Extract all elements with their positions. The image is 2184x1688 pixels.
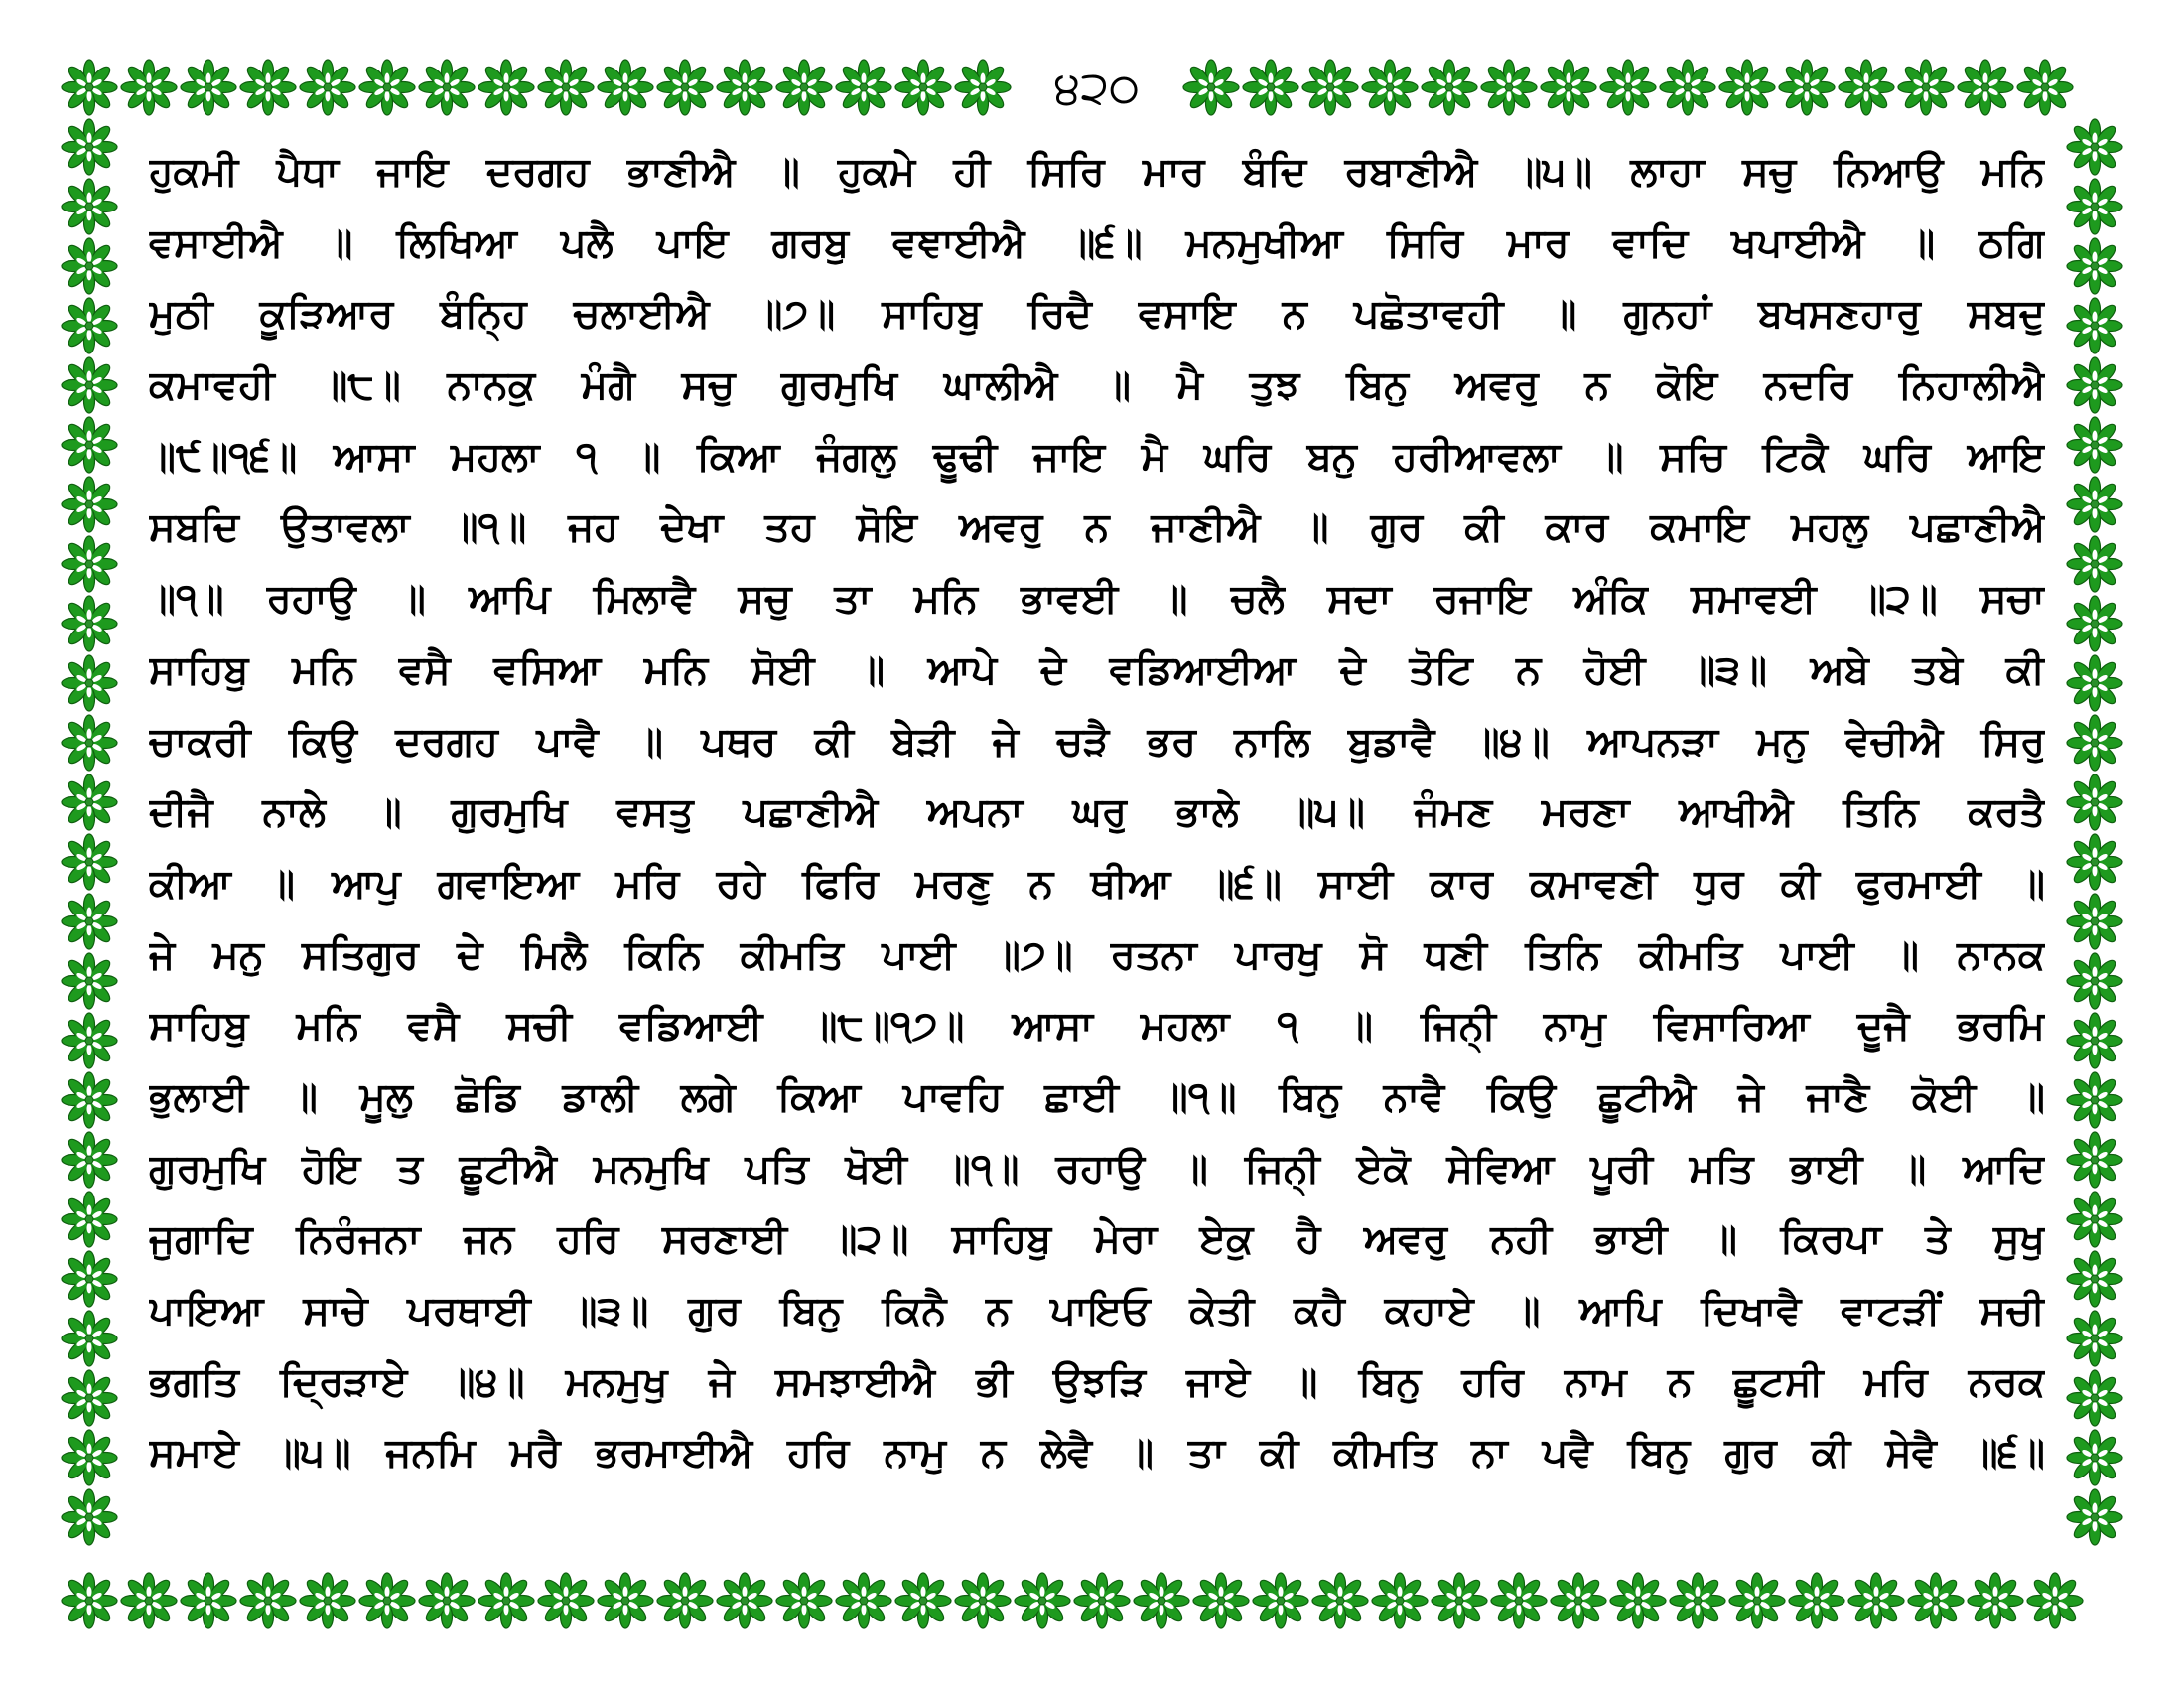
flower-icon: [357, 1571, 417, 1630]
flower-icon: [953, 1571, 1013, 1630]
text-line-10: ਦੀਜੈ ਨਾਲੇ ॥ ਗੁਰਮੁਖਿ ਵਸਤੁ ਪਛਾਣੀਐ ਅਪਨਾ ਘਰੁ ਭਾਲੇ ॥੫॥ ਜੰਮਣ ਮਰਣਾ ਆਖੀਐ ਤਿਨਿ ਕਰਤੈ: [149, 789, 2045, 836]
flower-icon: [2065, 832, 2124, 892]
flower-icon: [1360, 58, 1420, 117]
flower-icon: [60, 1571, 119, 1630]
flower-icon: [1906, 1571, 1966, 1630]
flower-icon: [60, 58, 119, 117]
flower-icon: [1846, 1571, 1906, 1630]
flower-icon: [1668, 1571, 1727, 1630]
flower-icon: [1787, 1571, 1846, 1630]
border-left: [60, 117, 119, 1571]
flower-icon: [1549, 1571, 1608, 1630]
flower-icon: [953, 58, 1013, 117]
flower-icon: [60, 713, 119, 773]
flower-icon: [417, 1571, 477, 1630]
page-number: ੪੨੦: [1053, 61, 1141, 114]
flower-icon: [1191, 1571, 1251, 1630]
flower-icon: [1420, 58, 1479, 117]
flower-icon: [60, 117, 119, 177]
flower-icon: [60, 1070, 119, 1130]
flower-icon: [1132, 1571, 1191, 1630]
flower-icon: [2065, 1011, 2124, 1070]
flower-icon: [60, 773, 119, 832]
flower-icon: [2065, 1190, 2124, 1249]
border-top-right: [1181, 58, 2124, 117]
flower-icon: [60, 415, 119, 475]
text-line-1: ਹੁਕਮੀ ਪੈਧਾ ਜਾਇ ਦਰਗਹ ਭਾਣੀਐ ॥ ਹੁਕਮੇ ਹੀ ਸਿਰਿ ਮਾਰ ਬੰਦਿ ਰਬਾਣੀਐ ॥੫॥ ਲਾਹਾ ਸਚੁ ਨਿਆਉ ਮਨਿ: [149, 149, 2045, 195]
flower-icon: [60, 1249, 119, 1309]
flower-icon: [60, 1130, 119, 1190]
flower-icon: [179, 1571, 238, 1630]
border-bottom: [60, 1571, 2124, 1630]
flower-icon: [2065, 236, 2124, 296]
flower-icon: [357, 58, 417, 117]
text-line-18: ਭਗਤਿ ਦ੍ਰਿੜਾਏ ॥੪॥ ਮਨਮੁਖੁ ਜੇ ਸਮਝਾਈਐ ਭੀ ਉਝੜਿ ਜਾਏ ॥ ਬਿਨੁ ਹਰਿ ਨਾਮ ਨ ਛੂਟਸੀ ਮਰਿ ਨਰਕ: [149, 1358, 2045, 1405]
flower-icon: [2065, 1368, 2124, 1428]
flower-icon: [2065, 1130, 2124, 1190]
text-line-11: ਕੀਆ ॥ ਆਪੁ ਗਵਾਇਆ ਮਰਿ ਰਹੇ ਫਿਰਿ ਮਰਣੁ ਨ ਥੀਆ ॥੬॥ ਸਾਈ ਕਾਰ ਕਮਾਵਣੀ ਧੁਰ ਕੀ ਫੁਰਮਾਈ ॥: [149, 860, 2045, 907]
flower-icon: [60, 892, 119, 951]
flower-icon: [1956, 58, 2015, 117]
flower-icon: [2065, 1309, 2124, 1368]
text-line-8: ਸਾਹਿਬੁ ਮਨਿ ਵਸੈ ਵਸਿਆ ਮਨਿ ਸੋਈ ॥ ਆਪੇ ਦੇ ਵਡਿਆਈਆ ਦੇ ਤੋਟਿ ਨ ਹੋਈ ॥੩॥ ਅਬੇ ਤਬੇ ਕੀ: [149, 646, 2045, 693]
flower-icon: [60, 653, 119, 713]
text-line-4: ਕਮਾਵਹੀ ॥੮॥ ਨਾਨਕੁ ਮੰਗੈ ਸਚੁ ਗੁਰਮੁਖਿ ਘਾਲੀਐ ॥ ਮੈ ਤੁਝ ਬਿਨੁ ਅਵਰੁ ਨ ਕੋਇ ਨਦਰਿ ਨਿਹਾਲੀਐ: [149, 362, 2045, 409]
text-line-13: ਸਾਹਿਬੁ ਮਨਿ ਵਸੈ ਸਚੀ ਵਡਿਆਈ ॥੮॥੧੭॥ ਆਸਾ ਮਹਲਾ ੧ ॥ ਜਿਨੀ੍ ਨਾਮੁ ਵਿਸਾਰਿਆ ਦੂਜੈ ਭਰਮਿ: [149, 1003, 2045, 1050]
flower-icon: [2065, 1428, 2124, 1487]
text-line-16: ਜੁਗਾਦਿ ਨਿਰੰਜਨਾ ਜਨ ਹਰਿ ਸਰਣਾਈ ॥੨॥ ਸਾਹਿਬੁ ਮੇਰਾ ਏਕੁ ਹੈ ਅਵਰੁ ਨਹੀ ਭਾਈ ॥ ਕਿਰਪਾ ਤੇ ਸੁਖੁ: [149, 1216, 2045, 1263]
flower-icon: [596, 1571, 655, 1630]
flower-icon: [238, 58, 298, 117]
text-line-2: ਵਸਾਈਐ ॥ ਲਿਖਿਆ ਪਲੈ ਪਾਇ ਗਰਬੁ ਵਞਾਈਐ ॥੬॥ ਮਨਮੁਖੀਆ ਸਿਰਿ ਮਾਰ ਵਾਦਿ ਖਪਾਈਐ ॥ ਠਗਿ: [149, 219, 2045, 266]
text-line-9: ਚਾਕਰੀ ਕਿਉ ਦਰਗਹ ਪਾਵੈ ॥ ਪਥਰ ਕੀ ਬੇੜੀ ਜੇ ਚੜੈ ਭਰ ਨਾਲਿ ਬੁਡਾਵੈ ॥੪॥ ਆਪਨੜਾ ਮਨੁ ਵੇਚੀਐ ਸਿਰੁ: [149, 718, 2045, 765]
flower-icon: [893, 1571, 953, 1630]
flower-icon: [60, 832, 119, 892]
flower-icon: [1072, 1571, 1132, 1630]
flower-icon: [2065, 1070, 2124, 1130]
flower-icon: [1013, 1571, 1072, 1630]
flower-icon: [2065, 117, 2124, 177]
flower-icon: [715, 1571, 774, 1630]
flower-icon: [477, 1571, 536, 1630]
flower-icon: [1310, 1571, 1370, 1630]
flower-icon: [2065, 415, 2124, 475]
flower-icon: [2065, 534, 2124, 594]
flower-icon: [1658, 58, 1717, 117]
flower-icon: [1598, 58, 1658, 117]
flower-icon: [655, 58, 715, 117]
flower-icon: [60, 534, 119, 594]
flower-icon: [596, 58, 655, 117]
flower-icon: [2065, 296, 2124, 355]
flower-icon: [2065, 713, 2124, 773]
flower-icon: [298, 58, 357, 117]
text-line-19: ਸਮਾਏ ॥੫॥ ਜਨਮਿ ਮਰੈ ਭਰਮਾਈਐ ਹਰਿ ਨਾਮੁ ਨ ਲੇਵੈ ॥ ਤਾ ਕੀ ਕੀਮਤਿ ਨਾ ਪਵੈ ਬਿਨੁ ਗੁਰ ਕੀ ਸੇਵੈ ॥੬॥: [149, 1430, 2045, 1477]
flower-icon: [2065, 475, 2124, 534]
flower-icon: [298, 1571, 357, 1630]
flower-icon: [2025, 1571, 2085, 1630]
flower-icon: [2065, 951, 2124, 1011]
flower-icon: [60, 296, 119, 355]
flower-icon: [60, 177, 119, 236]
flower-icon: [477, 58, 536, 117]
flower-icon: [60, 236, 119, 296]
flower-icon: [238, 1571, 298, 1630]
flower-icon: [2015, 58, 2075, 117]
flower-icon: [2065, 892, 2124, 951]
flower-icon: [1896, 58, 1956, 117]
flower-icon: [2065, 773, 2124, 832]
flower-icon: [60, 1368, 119, 1428]
text-line-7: ॥੧॥ ਰਹਾਉ ॥ ਆਪਿ ਮਿਲਾਵੈ ਸਚੁ ਤਾ ਮਨਿ ਭਾਵਈ ॥ ਚਲੈ ਸਦਾ ਰਜਾਇ ਅੰਕਿ ਸਮਾਵਈ ॥੨॥ ਸਚਾ: [149, 576, 2045, 623]
flower-icon: [1608, 1571, 1668, 1630]
flower-icon: [1181, 58, 1241, 117]
flower-icon: [2065, 653, 2124, 713]
text-line-3: ਮੁਠੀ ਕੂੜਿਆਰ ਬੰਨ੍ਹਿ ਚਲਾਈਐ ॥੭॥ ਸਾਹਿਬੁ ਰਿਦੈ ਵਸਾਇ ਨ ਪਛੋਤਾਵਹੀ ॥ ਗੁਨਹਾਂ ਬਖਸਣਹਾਰੁ ਸਬਦੁ: [149, 291, 2045, 338]
flower-icon: [60, 594, 119, 653]
flower-icon: [834, 1571, 893, 1630]
flower-icon: [893, 58, 953, 117]
flower-icon: [1489, 1571, 1549, 1630]
flower-icon: [179, 58, 238, 117]
flower-icon: [1300, 58, 1360, 117]
flower-icon: [1777, 58, 1837, 117]
flower-icon: [60, 475, 119, 534]
flower-icon: [2065, 594, 2124, 653]
flower-icon: [60, 1487, 119, 1547]
flower-icon: [1837, 58, 1896, 117]
flower-icon: [2065, 355, 2124, 415]
text-line-15: ਗੁਰਮੁਖਿ ਹੋਇ ਤ ਛੂਟੀਐ ਮਨਮੁਖਿ ਪਤਿ ਖੋਈ ॥੧॥ ਰਹਾਉ ॥ ਜਿਨੀ੍ ਏਕੋ ਸੇਵਿਆ ਪੂਰੀ ਮਤਿ ਭਾਈ ॥ ਆਦਿ: [149, 1145, 2045, 1192]
flower-icon: [536, 58, 596, 117]
flower-icon: [119, 1571, 179, 1630]
flower-icon: [536, 1571, 596, 1630]
flower-icon: [715, 58, 774, 117]
flower-icon: [1251, 1571, 1310, 1630]
flower-icon: [60, 355, 119, 415]
text-line-12: ਜੇ ਮਨੁ ਸਤਿਗੁਰ ਦੇ ਮਿਲੈ ਕਿਨਿ ਕੀਮਤਿ ਪਾਈ ॥੭॥ ਰਤਨਾ ਪਾਰਖੁ ਸੋ ਧਣੀ ਤਿਨਿ ਕੀਮਤਿ ਪਾਈ ॥ ਨਾਨਕ: [149, 931, 2045, 978]
flower-icon: [1241, 58, 1300, 117]
flower-icon: [2065, 1249, 2124, 1309]
flower-icon: [1966, 1571, 2025, 1630]
flower-icon: [1370, 1571, 1430, 1630]
text-line-14: ਭੁਲਾਈ ॥ ਮੂਲੁ ਛੋਡਿ ਡਾਲੀ ਲਗੇ ਕਿਆ ਪਾਵਹਿ ਛਾਈ ॥੧॥ ਬਿਨੁ ਨਾਵੈ ਕਿਉ ਛੂਟੀਐ ਜੇ ਜਾਣੈ ਕੋਈ ॥: [149, 1073, 2045, 1120]
flower-icon: [60, 1011, 119, 1070]
flower-icon: [1430, 1571, 1489, 1630]
flower-icon: [834, 58, 893, 117]
flower-icon: [1479, 58, 1539, 117]
flower-icon: [2065, 177, 2124, 236]
flower-icon: [1717, 58, 1777, 117]
flower-icon: [1727, 1571, 1787, 1630]
flower-icon: [60, 1190, 119, 1249]
text-line-17: ਪਾਇਆ ਸਾਚੇ ਪਰਥਾਈ ॥੩॥ ਗੁਰ ਬਿਨੁ ਕਿਨੈ ਨ ਪਾਇਓ ਕੇਤੀ ਕਹੈ ਕਹਾਏ ॥ ਆਪਿ ਦਿਖਾਵੈ ਵਾਟੜੀਂ ਸਚੀ: [149, 1288, 2045, 1334]
border-top-left: [60, 58, 1013, 117]
border-right: [2065, 117, 2124, 1571]
flower-icon: [774, 1571, 834, 1630]
flower-icon: [655, 1571, 715, 1630]
scripture-text: [149, 139, 2045, 1529]
flower-icon: [60, 1428, 119, 1487]
flower-icon: [60, 1309, 119, 1368]
flower-icon: [774, 58, 834, 117]
flower-icon: [2065, 1487, 2124, 1547]
flower-icon: [119, 58, 179, 117]
flower-icon: [60, 951, 119, 1011]
text-line-5: ॥੯॥੧੬॥ ਆਸਾ ਮਹਲਾ ੧ ॥ ਕਿਆ ਜੰਗਲੁ ਢੂਢੀ ਜਾਇ ਮੈ ਘਰਿ ਬਨੁ ਹਰੀਆਵਲਾ ॥ ਸਚਿ ਟਿਕੈ ਘਰਿ ਆਇ: [149, 433, 2045, 480]
flower-icon: [417, 58, 477, 117]
text-line-6: ਸਬਦਿ ਉਤਾਵਲਾ ॥੧॥ ਜਹ ਦੇਖਾ ਤਹ ਸੋਇ ਅਵਰੁ ਨ ਜਾਣੀਐ ॥ ਗੁਰ ਕੀ ਕਾਰ ਕਮਾਇ ਮਹਲੁ ਪਛਾਣੀਐ: [149, 504, 2045, 551]
flower-icon: [1539, 58, 1598, 117]
